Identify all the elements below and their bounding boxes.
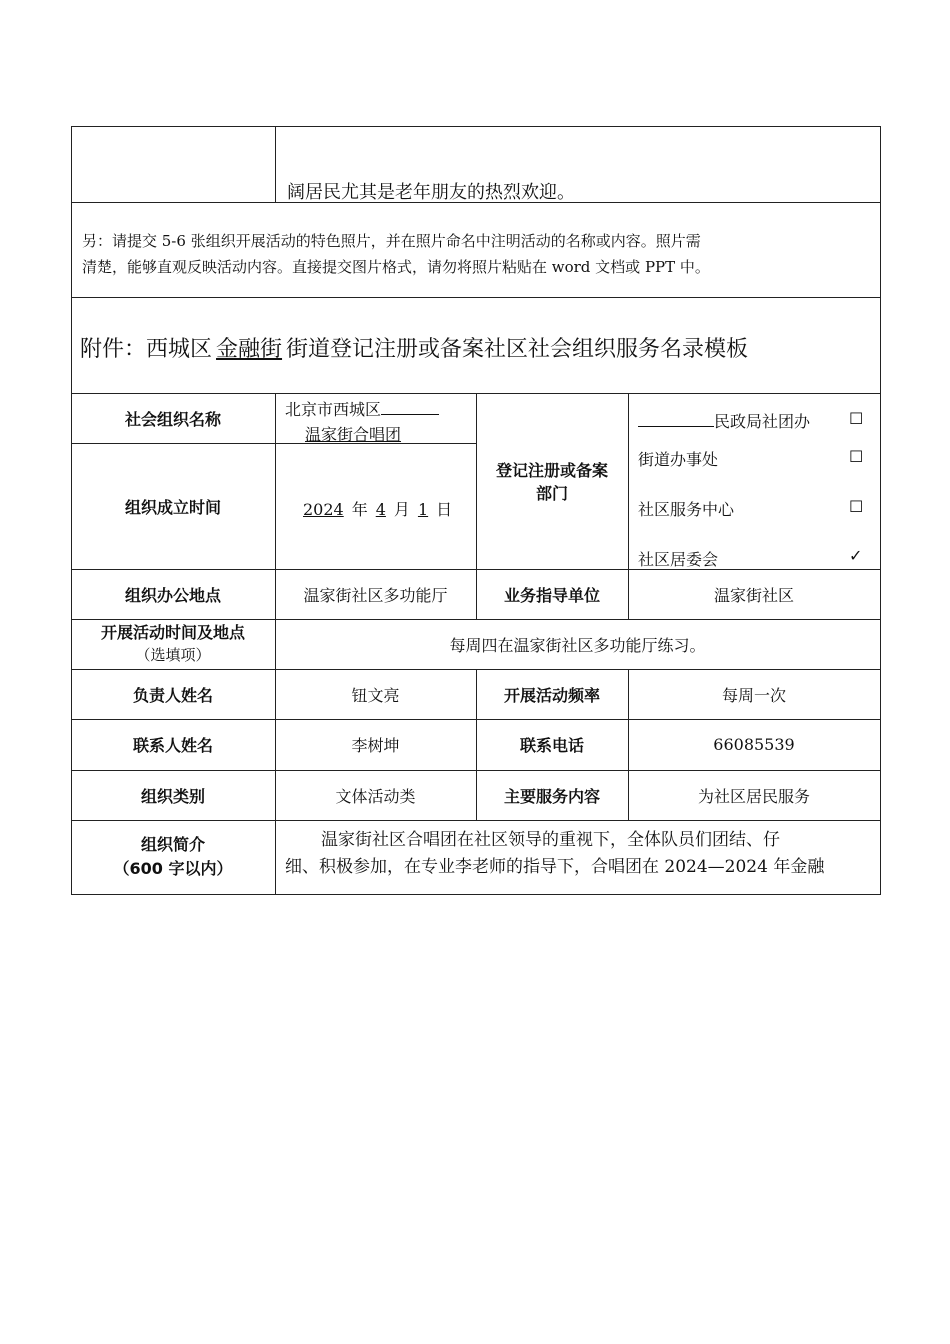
- frequency-value: 每周一次: [721, 685, 786, 705]
- activity-value: 每周四在温家街社区多功能厅练习。: [449, 635, 706, 655]
- activity-label-cell: [71, 619, 275, 669]
- attachment-title: [80, 332, 748, 363]
- office-label: 组织办公地点: [124, 585, 221, 605]
- intro-label-cell: [71, 820, 275, 894]
- category-label: 组织类别: [140, 786, 205, 806]
- org-name-value: 温家街合唱团: [305, 425, 402, 444]
- intro-text-line-1: 温家街社区合唱团在社区领导的重视下，全体队员们团结、仔: [321, 830, 780, 850]
- founded-month: 4: [375, 500, 386, 519]
- reg-dept-label-line1: 登记注册或备案: [495, 461, 608, 480]
- activity-label: 开展活动时间及地点: [100, 623, 245, 642]
- reg-dept-label: [476, 393, 628, 569]
- phone-label: 联系电话: [519, 736, 584, 755]
- leader-value: 钮文亮: [351, 685, 400, 705]
- photo-note-line-1: 另：请提交 5-6 张组织开展活动的特色照片，并在照片命名中注明活动的名称或内容。照片需: [82, 232, 701, 250]
- reg-dept-label-line2: 部门: [535, 484, 568, 503]
- checkbox-service-center[interactable]: ☐: [849, 497, 864, 516]
- dept-option-residents-committee: 社区居委会: [638, 550, 719, 569]
- intro-text-line-2: 细、积极参加，在专业李老师的指导下，合唱团在 2024—2024 年金融: [285, 857, 825, 877]
- table-line: [71, 894, 881, 895]
- attachment-district: 西城区: [146, 337, 213, 362]
- attachment-prefix: 附件：: [80, 337, 147, 362]
- dept-option-civil-affairs: 民政局社团办: [638, 409, 810, 432]
- category-value: 文体活动类: [335, 786, 416, 806]
- phone-value: 66085539: [713, 735, 795, 754]
- checkmark-residents-committee[interactable]: ✓: [849, 546, 863, 565]
- table-line: [71, 126, 881, 127]
- intro-label: 组织简介: [140, 835, 205, 854]
- dept-option-service-center: 社区服务中心: [638, 500, 735, 519]
- office-value: 温家街社区多功能厅: [303, 585, 448, 605]
- guide-value: 温家街社区: [713, 585, 794, 605]
- service-label: 主要服务内容: [503, 786, 600, 806]
- founded-day: 1: [417, 500, 429, 519]
- founded-year: 2024: [303, 500, 344, 519]
- attachment-street: 金融街: [216, 337, 283, 362]
- dept-option-street-office: 街道办事处: [638, 450, 719, 469]
- activity-optional: （选填项）: [135, 646, 211, 664]
- table-line: [275, 126, 276, 202]
- checkbox-civil-affairs[interactable]: ☐: [849, 409, 864, 428]
- service-value: 为社区居民服务: [697, 786, 810, 806]
- org-name-label: 社会组织名称: [124, 409, 221, 429]
- frequency-label: 开展活动频率: [503, 685, 600, 705]
- contact-label: 联系人姓名: [132, 736, 213, 755]
- table-line: [71, 297, 881, 298]
- day-char: 日: [436, 500, 453, 519]
- year-char: 年: [351, 500, 368, 519]
- attachment-suffix: 街道登记注册或备案社区社会组织服务名录模板: [286, 337, 749, 362]
- month-char: 月: [393, 500, 410, 519]
- leader-label: 负责人姓名: [132, 685, 213, 705]
- guide-label: 业务指导单位: [503, 585, 600, 605]
- org-name-prefix: 北京市西城区: [285, 397, 439, 420]
- table-line: [880, 126, 881, 895]
- checkbox-street-office[interactable]: ☐: [849, 447, 864, 466]
- photo-note-line-2: 清楚，能够直观反映活动内容。直接提交图片格式，请勿将照片粘贴在 word 文档或 PPT 中。: [82, 258, 710, 276]
- contact-value: 李树坤: [351, 736, 400, 755]
- intro-continuation-text: 阔居民尤其是老年朋友的热烈欢迎。: [287, 182, 575, 203]
- founded-label: 组织成立时间: [124, 497, 221, 517]
- founded-date: [295, 497, 452, 520]
- intro-limit: （600 字以内）: [113, 859, 233, 878]
